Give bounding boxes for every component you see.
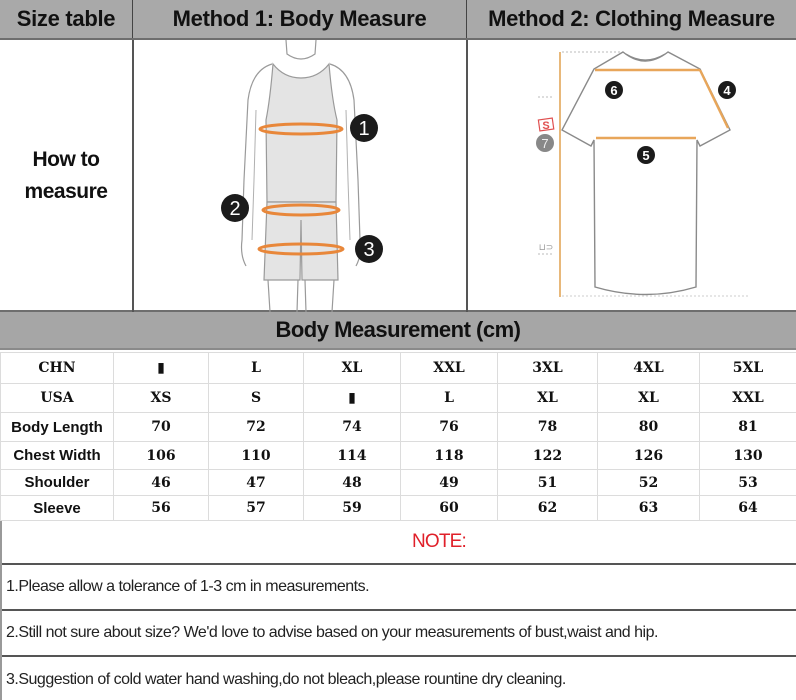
- marker-6-icon: [605, 81, 623, 99]
- table-title: Body Measurement (cm): [0, 312, 796, 350]
- note-item-2: 2.Still not sure about size? We'd love to advise based on your measurements of bust,waist and hip.: [2, 611, 796, 657]
- how-to-line-2: measure: [24, 180, 108, 203]
- table-cell: 64: [700, 496, 796, 521]
- table-cell: 110: [209, 442, 304, 470]
- svg-text:4: 4: [723, 83, 731, 98]
- marker-5-icon: [637, 146, 655, 164]
- table-row-sleeve: [1, 496, 796, 521]
- row-label: USA: [1, 384, 114, 413]
- table-cell: 80: [598, 413, 700, 442]
- table-cell: 52: [598, 470, 700, 496]
- row-label: Chest Width: [1, 442, 114, 470]
- marker-3-icon: [355, 235, 383, 263]
- table-cell: XXL: [401, 353, 498, 384]
- row-label: CHN: [1, 353, 114, 384]
- svg-text:2: 2: [229, 198, 241, 220]
- note-item-1: 1.Please allow a tolerance of 1-3 cm in measurements.: [2, 565, 796, 611]
- table-cell: 126: [598, 442, 700, 470]
- table-cell: S: [209, 384, 304, 413]
- table-row-body-length: [1, 413, 796, 442]
- clothing-measure-diagram: [466, 40, 796, 312]
- table-cell: 4XL: [598, 353, 700, 384]
- header-method-2: Method 2: Clothing Measure: [466, 0, 796, 38]
- header-row: [0, 0, 796, 40]
- table-cell: XL: [304, 353, 401, 384]
- svg-text:1: 1: [358, 118, 370, 140]
- table-row-usa: [1, 384, 796, 413]
- size-table: [0, 352, 796, 521]
- how-to-measure-label: [0, 40, 132, 312]
- note-item-3: 3.Suggestion of cold water hand washing,do not bleach,please rountine dry cleaning.: [6, 671, 566, 688]
- svg-text:6: 6: [610, 83, 618, 98]
- table-cell: L: [401, 384, 498, 413]
- table-row-chest-width: [1, 442, 796, 470]
- table-cell: XXL: [700, 384, 796, 413]
- table-cell: 47: [209, 470, 304, 496]
- table-cell: 122: [498, 442, 598, 470]
- table-cell: ▮: [304, 384, 401, 413]
- illustrations-row: [0, 40, 796, 312]
- marker-7-icon: [536, 134, 554, 152]
- row-label: Shoulder: [1, 470, 114, 496]
- table-cell: 81: [700, 413, 796, 442]
- table-cell: 46: [114, 470, 209, 496]
- table-cell: XL: [598, 384, 700, 413]
- table-cell: 56: [114, 496, 209, 521]
- marker-4-icon: [718, 81, 736, 99]
- table-cell: 48: [304, 470, 401, 496]
- table-cell: 74: [304, 413, 401, 442]
- marker-2-icon: [221, 194, 249, 222]
- table-row-shoulder: [1, 470, 796, 496]
- how-to-line-1: How to: [32, 148, 100, 171]
- table-cell: XL: [498, 384, 598, 413]
- table-cell: 78: [498, 413, 598, 442]
- svg-text:7: 7: [541, 136, 549, 151]
- table-row-chn: [1, 353, 796, 384]
- svg-text:S: S: [542, 120, 550, 132]
- table-cell: 3XL: [498, 353, 598, 384]
- table-cell: XS: [114, 384, 209, 413]
- table-cell: 59: [304, 496, 401, 521]
- marker-1-icon: [350, 114, 378, 142]
- note-title: NOTE:: [2, 521, 796, 565]
- table-cell: 62: [498, 496, 598, 521]
- table-cell: 51: [498, 470, 598, 496]
- table-cell: 72: [209, 413, 304, 442]
- table-cell: 57: [209, 496, 304, 521]
- table-cell: ▮: [114, 353, 209, 384]
- table-cell: 118: [401, 442, 498, 470]
- svg-text:3: 3: [363, 239, 375, 261]
- table-cell: 70: [114, 413, 209, 442]
- table-cell: 114: [304, 442, 401, 470]
- body-figure-icon: [134, 40, 468, 312]
- table-cell: 76: [401, 413, 498, 442]
- table-cell: 49: [401, 470, 498, 496]
- tshirt-figure-icon: [468, 40, 796, 312]
- table-cell: 106: [114, 442, 209, 470]
- table-cell: 5XL: [700, 353, 796, 384]
- table-cell: 63: [598, 496, 700, 521]
- table-cell: 53: [700, 470, 796, 496]
- table-cell: 130: [700, 442, 796, 470]
- body-measure-diagram: [132, 40, 466, 312]
- notes-section: [0, 521, 796, 700]
- svg-text:⊔⊃: ⊔⊃: [538, 242, 554, 252]
- s-label-icon: [538, 118, 553, 132]
- header-size-table: Size table: [16, 6, 116, 31]
- table-cell: 60: [401, 496, 498, 521]
- header-method-1: Method 1: Body Measure: [132, 0, 466, 38]
- row-label: Body Length: [1, 413, 114, 442]
- svg-text:5: 5: [642, 148, 650, 163]
- row-label: Sleeve: [1, 496, 114, 521]
- table-cell: L: [209, 353, 304, 384]
